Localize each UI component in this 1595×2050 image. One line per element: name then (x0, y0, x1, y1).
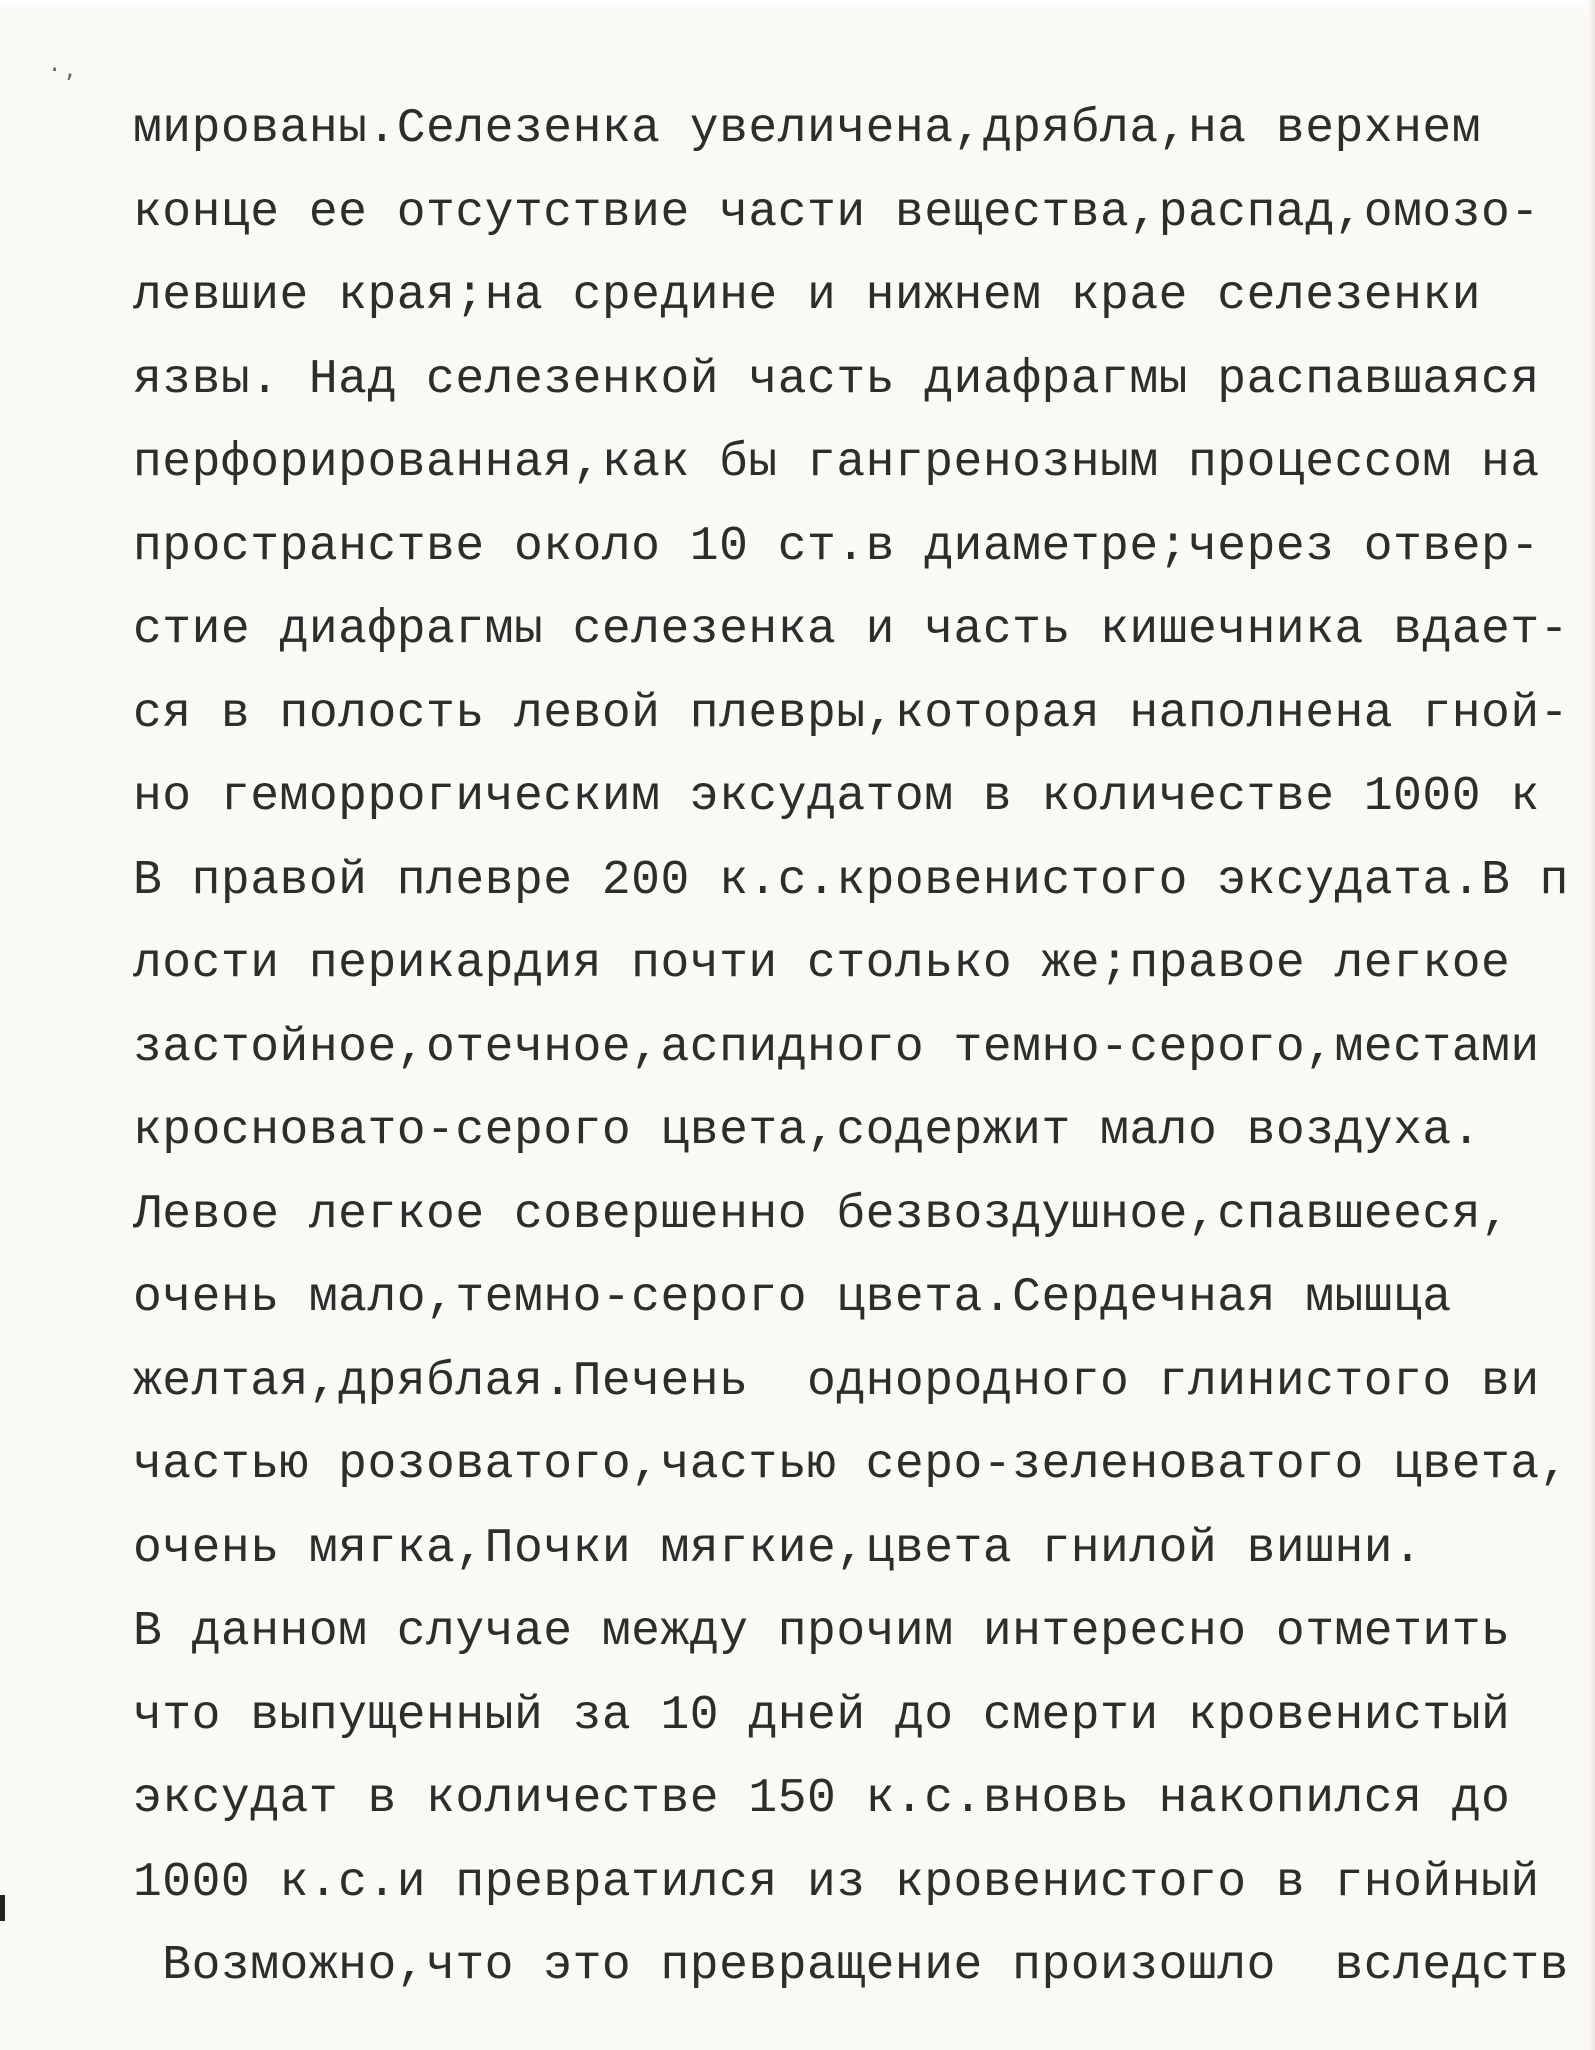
text-line: частью розоватого,частью серо-зеленоватого цвета, (133, 1438, 1569, 1492)
text-line: застойное,отечное,аспидного темно-серого,местами (133, 1020, 1540, 1075)
text-line: кросновато-серого цвета,содержит мало воздуха. (133, 1104, 1482, 1158)
text-line: но геморрогическим эксудатом в количестве 1000 к (133, 770, 1540, 824)
text-line: лости перикардия почти столько же;правое легкое (133, 937, 1511, 991)
text-line: В правой плевре 200 к.с.кровенистого эксудата.В п (133, 853, 1569, 908)
text-line: эксудат в количестве 150 к.с.вновь накопился до (133, 1772, 1511, 1826)
text-line: пространстве около 10 ст.в диаметре;через отвер- (133, 519, 1540, 574)
text-line: 1000 к.с.и превратился из кровенистого в гнойный (133, 1855, 1540, 1910)
text-line: конце ее отсутствие части вещества,распад,омозо- (133, 185, 1540, 240)
margin-mark: ·, (48, 58, 79, 83)
text-line: стие диафрагмы селезенка и часть кишечника вдает- (133, 603, 1569, 657)
text-line: очень мало,темно-серого цвета.Сердечная мышца (133, 1271, 1452, 1325)
text-line: левшие края;на средине и нижнем крае селезенки (133, 269, 1482, 323)
text-line: что выпущенный за 10 дней до смерти кровенистый (133, 1688, 1511, 1743)
typescript-text (133, 88, 1595, 2009)
text-line: язвы. Над селезенкой часть диафрагмы распавшаяся (133, 352, 1540, 407)
text-line: очень мягка,Почки мягкие,цвета гнилой вишни. (133, 1521, 1423, 1576)
text-line: ся в полость левой плевры,которая наполнена гной- (133, 686, 1569, 741)
text-line: желтая,дряблая.Печень однородного глинистого ви (133, 1354, 1540, 1409)
text-line: мированы.Селезенка увеличена,дрябла,на верхнем (133, 102, 1482, 156)
text-line: Возможно,что это превращение произошло вследств (133, 1939, 1569, 1993)
text-line: Левое легкое совершенно безвоздушное,спавшееся, (133, 1187, 1511, 1242)
paper-top-edge (0, 0, 1595, 14)
text-line: перфорированная,как бы гангренозным процессом на (133, 436, 1540, 490)
binder-mark (0, 1895, 5, 1921)
text-line: В данном случае между прочим интересно отметить (133, 1605, 1511, 1659)
